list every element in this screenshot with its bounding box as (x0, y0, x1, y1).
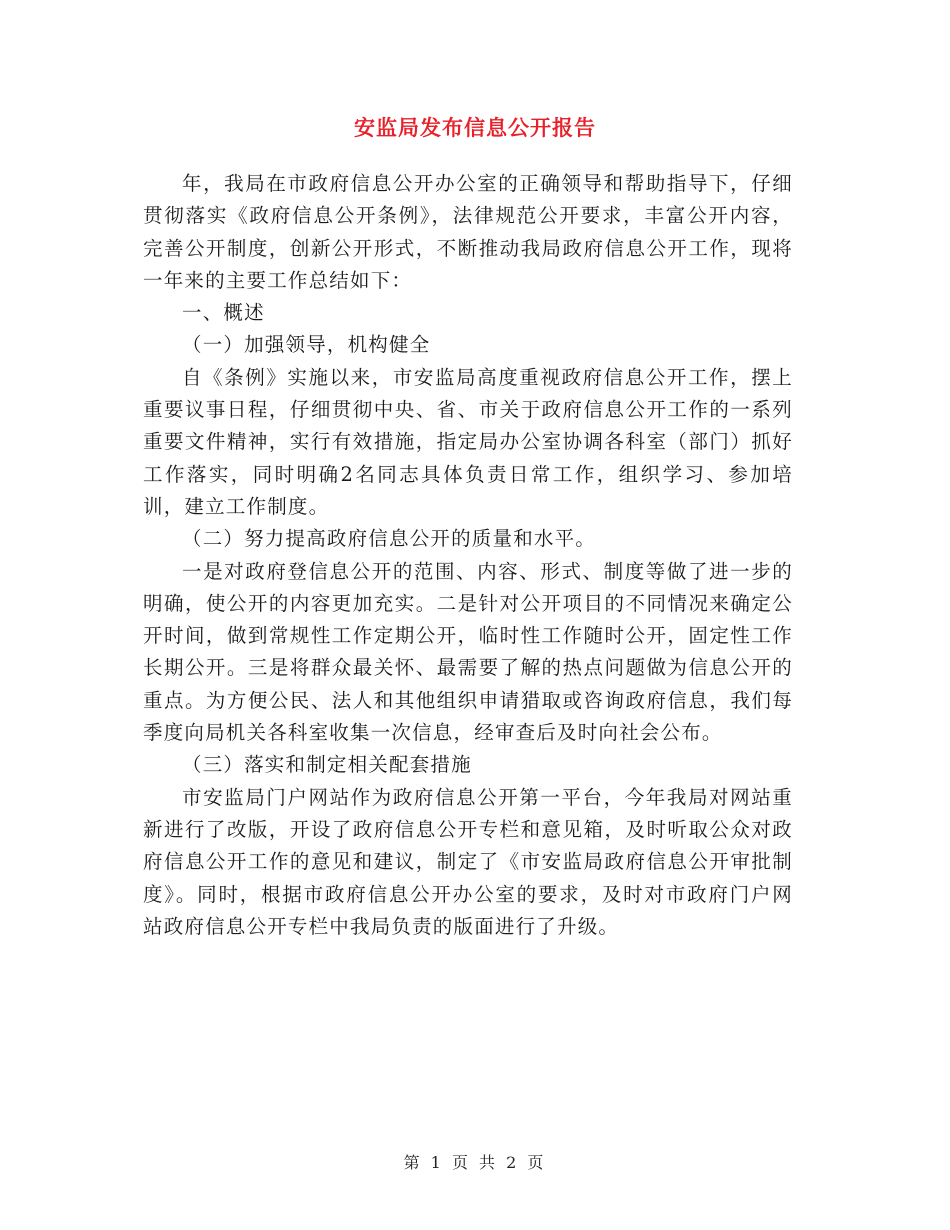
paragraph-quality: 一是对政府登信息公开的范围、内容、形式、制度等做了进一步的明确，使公开的内容更加充实。二是针对公开项目的不同情况来确定公开时间，做到常规性工作定期公开，临时性工作随时公开，固定性工作长期公开。三是将群众最关怀、最需要了解的热点问题做为信息公开的重点。为方便公民、法人和其他组织申请猎取或咨询政府信息，我们每季度向局机关各科室收集一次信息，经审查后及时向社会公布。 (143, 559, 793, 745)
subheading-leadership: （一）加强领导，机构健全 (182, 333, 431, 357)
section-heading-overview: 一、概述 (182, 301, 265, 325)
paragraph-intro: 年，我局在市政府信息公开办公室的正确领导和帮助指导下，仔细贯彻落实《政府信息公开条例》，法律规范公开要求，丰富公开内容，完善公开制度，创新公开形式，不断推动我局政府信息公开工作，现将一年来的主要工作总结如下： (143, 172, 793, 292)
paragraph-leadership: 自《条例》实施以来，市安监局高度重视政府信息公开工作，摆上重要议事日程，仔细贯彻中央、省、市关于政府信息公开工作的一系列重要文件精神，实行有效措施，指定局办公室协调各科室（部门）抓好工作落实，同时明确2名同志具体负责日常工作，组织学习、参加培训，建立工作制度。 (143, 365, 793, 518)
subheading-measures: （三）落实和制定相关配套措施 (182, 753, 472, 777)
document-body (143, 168, 793, 943)
subheading-quality: （二）努力提高政府信息公开的质量和水平。 (182, 527, 597, 551)
paragraph-measures: 市安监局门户网站作为政府信息公开第一平台，今年我局对网站重新进行了改版，开设了政府信息公开专栏和意见箱，及时听取公众对政府信息公开工作的意见和建议，制定了《市安监局政府信息公开审批制度》。同时，根据市政府信息公开办公室的要求，及时对市政府门户网站政府信息公开专栏中我局负责的版面进行了升级。 (143, 785, 793, 938)
page-number-footer: 第 1 页 共 2 页 (403, 1153, 547, 1172)
document-title: 安监局发布信息公开报告 (354, 116, 596, 140)
